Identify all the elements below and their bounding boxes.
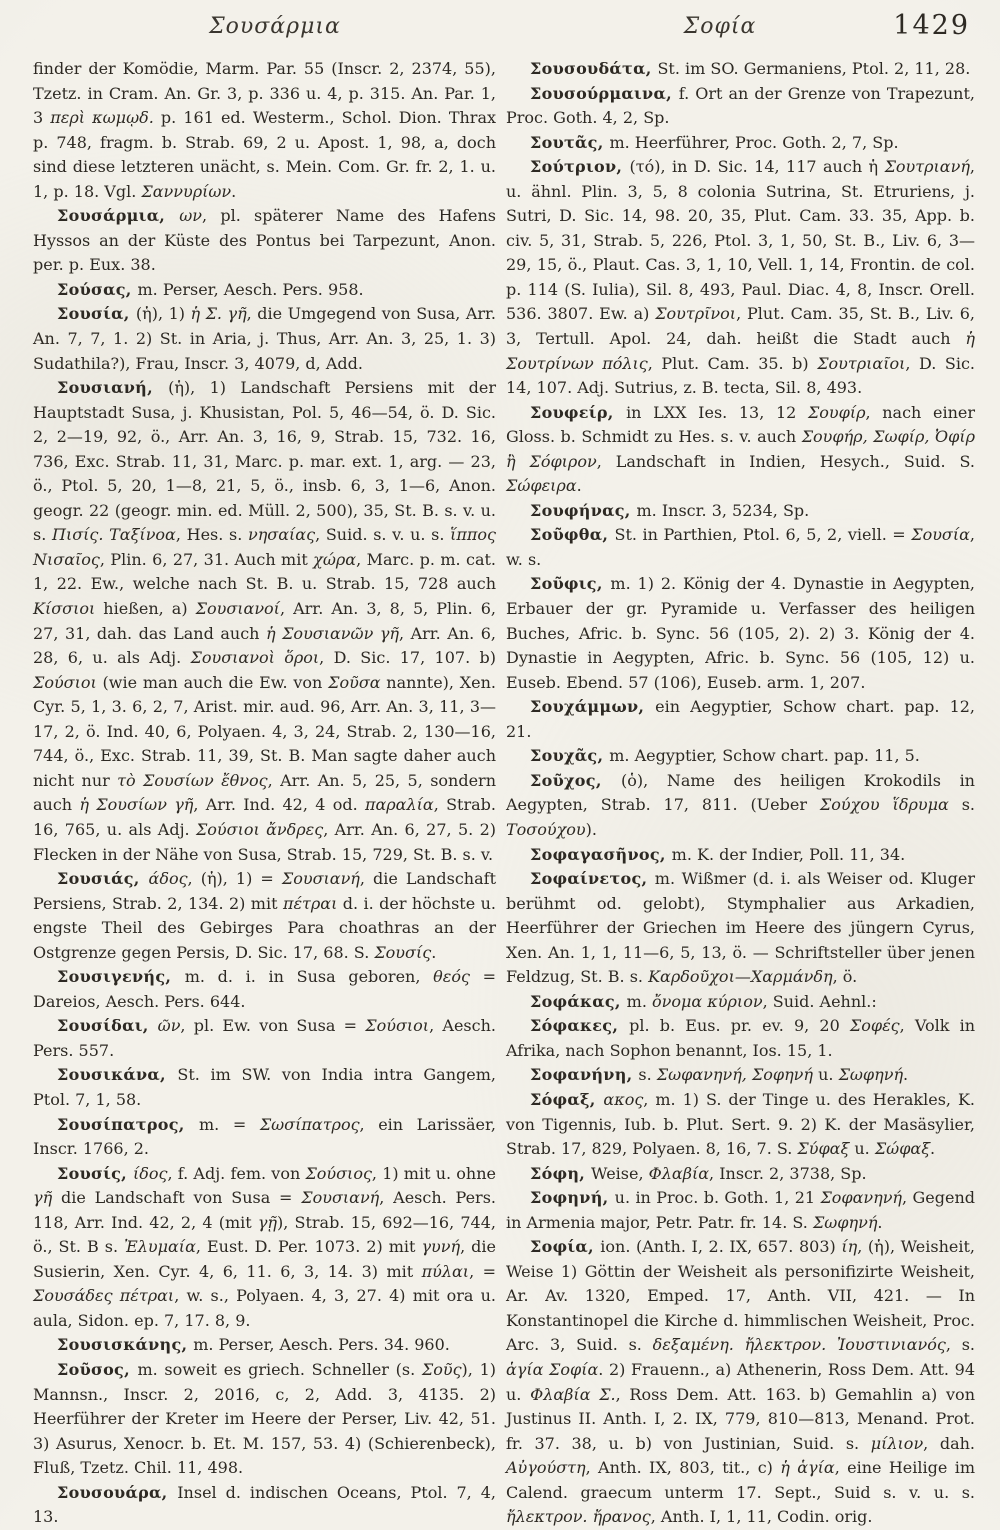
entry-headword: Σόφαξ, <box>530 1089 604 1109</box>
entry-headword: Σοφηνή, <box>530 1188 615 1208</box>
dictionary-entry: Σουσάρμια, ων, pl. späterer Name des Hafens Hyssos an der Küste des Pontus bei Tarpezunt, Anon. per. p. Eux. 38. <box>33 206 496 275</box>
entry-headword: Σουσικάνα, <box>57 1065 178 1085</box>
greek-term: Σουτρῖνοι <box>655 304 737 324</box>
greek-term: Σουσίς <box>374 942 432 962</box>
greek-term: ων <box>179 206 202 226</box>
greek-term: Αὐγούστη <box>506 1458 586 1478</box>
dictionary-entry: Σοῦφθα, St. in Parthien, Ptol. 6, 5, 2, viell. = Σουσία, w. s. <box>506 525 976 569</box>
dictionary-entry: Σοῦφις, m. 1) 2. König der 4. Dynastie in Aegypten, Erbauer der gr. Pyramide u. Verfasser des heiligen Buches, Afric. b. Sync. 56 (105, 2). 2) 3. König der 4. Dynastie in Aegypten, Afric. b. Sync. 56 (105, 12) u. Euseb. Ebend. 57 (106), Euseb. arm. 1, 207. <box>506 574 975 692</box>
entry-headword: Σόφη, <box>530 1163 592 1183</box>
dictionary-entry: Σουσίδαι, ῶν, pl. Ew. von Susa = Σούσιοι, Aesch. Pers. 557. <box>33 1016 496 1060</box>
greek-term: Σουσιανή <box>301 1188 380 1208</box>
greek-term: Φλαβία <box>648 1163 710 1183</box>
greek-term: Σουσιανοί <box>195 599 280 619</box>
entry-headword: Σοῦφις, <box>530 574 611 594</box>
greek-term: γυνή <box>421 1237 461 1257</box>
entry-headword: Σοῦσος, <box>57 1359 138 1379</box>
greek-term: ῶν <box>157 1016 181 1036</box>
greek-term: τὸ Σουσίων ἔθνος <box>117 770 268 790</box>
page-number: 1429 <box>893 10 970 41</box>
greek-term: Σαννυρίων <box>141 181 232 201</box>
dictionary-entry: Σούτριον, (τό), in D. Sic. 14, 117 auch ἡ Σουτριανή, u. ähnl. Plin. 3, 5, 8 colonia Sutrina, St. Etruriens, j. Sutri, D. Sic. 14, 98. 20, 35, Plut. Cam. 33. 35, App. b. civ. 5, 31, Strab. 5, 226, Ptol. 3, 1, 50, St. B., Liv. 6, 3—29, 15, ö., Plaut. Cas. 3, 1, 10, Vell. 1, 14, Frontin. de col. p. 114 (S. Iulia), Sil. 8, 493, Paul. Diac. 4, 8, Inscr. Orell. 536. 3807. Ew. a) Σουτρῖνοι, Plut. Cam. 35, St. B., Liv. 6, 3, Tertull. Apol. 24, dah. heißt die Stadt auch ἡ Σουτρίνων πόλις, Plut. Cam. 35. b) Σουτριαῖοι, D. Sic. 14, 107. Adj. Sutrius, z. B. tecta, Sil. 8, 493. <box>506 157 976 398</box>
greek-term: ἤλεκτρον. ἤρανος <box>506 1507 651 1527</box>
dictionary-entry: Σοφία, ion. (Anth. I, 2. IX, 657. 803) ίη, (ἡ), Weisheit, Weise 1) Göttin der Weisheit als personifizirte Weisheit, Ar. Av. 1320, Emped. 17, Anth. VII, 421. — In Konstantinopel die Kirche d. himmlischen Weisheit, Proc. Arc. 3, Suid. s. δεξαμένη. ἤλεκτρον. Ἰουστινιανός, s. ἁγία Σοφία. 2) Frauenn., a) Athenerin, Ross Dem. Att. 94 u. Φλαβία Σ., Ross Dem. Att. 163. b) Gemahlin a) von Justinus II. Anth. I, 2. IX, 779, 810—813, Menand. Prot. fr. 37. 38, u. b) von Justinian, Suid. s. μίλιον, dah. Αὐγούστη, Anth. IX, 803, tit., c) ἡ ἁγία, eine Heilige im Calend. graecum unterm 17. Sept., Suid s. v. u. s. ἤλεκτρον. ἤρανος, Anth. I, 1, 11, Codin. orig. <box>506 1237 976 1527</box>
entry-headword: Σουχάμμων, <box>530 697 656 717</box>
entry-headword: Σούσας, <box>57 279 138 299</box>
entry-headword: Σουφείρ, <box>530 402 627 422</box>
dictionary-entry: Σουχᾶς, m. Aegyptier, Schow chart. pap. 11, 5. <box>530 746 920 766</box>
greek-term: Σοφές <box>849 1016 900 1036</box>
greek-term: νησαίας <box>247 525 316 545</box>
entry-headword: Σουφήνας, <box>530 500 637 520</box>
greek-term: δεξαμένη. ἤλεκτρον. Ἰουστινιανός <box>652 1335 946 1355</box>
dictionary-entry: Σουσουδάτα, St. im SO. Germaniens, Ptol. 2, 11, 28. <box>530 59 971 78</box>
entry-headword: Σοφάκας, <box>530 991 627 1011</box>
greek-term: Καρδοῦχοι—Χαρμάνδη <box>648 967 833 987</box>
dictionary-entry: Σοφανήνη, s. Σωφανηνή, Σοφηνή u. Σωφηνή. <box>530 1065 909 1085</box>
greek-term: ἡ Σουτρίνων πόλις <box>506 329 975 373</box>
dictionary-entry: Σουσία, (ἡ), 1) ἡ Σ. γῆ, die Umgegend von Susa, Arr. An. 7, 7, 1. 2) St. in Aria, j. Thus, Arr. An. 3, 25, 1. 3) Sudathila?), Frau, Inscr. 3, 4079, d, Add. <box>33 304 496 373</box>
entry-headword: Σουσίς, <box>57 1163 134 1183</box>
entry-headword: Σοῦχος, <box>530 770 622 790</box>
greek-term: Σούσιοι <box>365 1016 430 1036</box>
greek-term: πύλαι <box>421 1261 470 1281</box>
greek-term: Σοῦσα <box>328 672 381 692</box>
greek-term: παραλία <box>364 795 434 815</box>
greek-term: Σούσιος <box>305 1163 372 1183</box>
entry-headword: Σουσίδαι, <box>57 1016 158 1036</box>
dictionary-entry: Σούσας, m. Perser, Aesch. Pers. 958. <box>57 279 364 299</box>
dictionary-entry: Σοφαίνετος, m. Wißmer (d. i. als Weiser od. Kluger berühmt od. gelobt), Stymphalier aus Arkadien, Heerführer der Griechen im Heere des jüngern Cyrus, Xen. An. 1, 1, 11—6, 5, 13, ö. — Schriftsteller über jenen Feldzug, St. B. s. Καρδοῦχοι—Χαρμάνδη, ö. <box>506 869 975 987</box>
right-column <box>506 57 975 1530</box>
left-column <box>33 57 496 1530</box>
entry-headword: Σουσουάρα, <box>57 1482 178 1502</box>
dictionary-entry: Σουσισκάνης, m. Perser, Aesch. Pers. 34. 960. <box>57 1335 450 1355</box>
greek-term: περὶ κωμῳδ. <box>50 108 154 128</box>
entry-headword: Σοφαγασῆνος, <box>530 844 672 864</box>
greek-term: Σουτριανή <box>884 157 970 177</box>
greek-term: μίλιον <box>870 1433 924 1453</box>
greek-term: γῆ <box>33 1188 53 1208</box>
greek-term: ἡ Σ. γῆ <box>190 304 247 324</box>
greek-term: χώρα <box>313 549 357 569</box>
entry-headword: Σούτριον, <box>530 157 630 177</box>
dictionary-entry: Σουσικάνα, St. im SW. von India intra Gangem, Ptol. 7, 1, 58. <box>33 1065 496 1109</box>
greek-term: ἡ ἁγία <box>780 1458 835 1478</box>
entry-headword: Σουσιάς, <box>57 869 149 889</box>
greek-term: Σουφήρ, Σωφίρ, Ὀφίρ ἢ Σόφιρον <box>506 427 975 471</box>
dictionary-entry: Σουσιάς, άδος, (ἡ), 1) = Σουσιανή, die Landschaft Persiens, Strab. 2, 134. 2) mit πέτραι d. i. der höchste u. engste Theil des Gebirges Para choathras an der Ostgrenze gegen Persis, D. Sic. 17, 68. S. Σουσίς. <box>33 869 496 962</box>
dictionary-entry: Σουσουάρα, Insel d. indischen Oceans, Ptol. 7, 4, 13. <box>33 1482 496 1527</box>
greek-term: γῇ <box>257 1212 277 1232</box>
greek-term: Τοσούχου <box>506 819 586 839</box>
dictionary-entry: Σουσούρμαινα, f. Ort an der Grenze von Trapezunt, Proc. Goth. 4, 2, Sp. <box>506 83 975 128</box>
dictionary-entry: Σουσίπατρος, m. = Σωσίπατρος, ein Larissäer, Inscr. 1766, 2. <box>33 1114 496 1159</box>
greek-term: Σουσιανή <box>281 869 360 889</box>
running-title-left: Σουσάρμια <box>209 14 341 39</box>
running-title-right: Σοφία <box>683 14 757 39</box>
greek-term: ἡ Σουσίων γῆ <box>79 795 194 815</box>
entry-headword: Σοφία, <box>530 1237 601 1257</box>
greek-term: Σωσίπατρος <box>259 1114 360 1134</box>
greek-term: Σουσιανοὶ ὅροι <box>190 648 320 668</box>
dictionary-entry: Σοφηνή, u. in Proc. b. Goth. 1, 21 Σοφανηνή, Gegend in Armenia major, Petr. Patr. fr. 14. S. Σωφηνή. <box>506 1188 975 1232</box>
greek-term: Σωφηνή <box>838 1065 904 1085</box>
greek-term: Κίσσιοι <box>33 599 96 619</box>
greek-term: ακος <box>603 1089 644 1109</box>
dictionary-entry: Σουχάμμων, ein Aegyptier, Schow chart. pap. 12, 21. <box>506 697 976 741</box>
greek-term: Σουσάδες πέτραι <box>33 1286 175 1306</box>
greek-term: Σούσιοι <box>33 672 97 692</box>
dictionary-entry: Σουφήνας, m. Inscr. 3, 5234, Sp. <box>530 500 810 520</box>
entry-headword: Σουσισκάνης, <box>57 1335 194 1355</box>
greek-term: Σώφαξ <box>874 1139 931 1159</box>
greek-term: ὄνομα κύριον <box>652 991 763 1011</box>
greek-term: Σουτριαῖοι <box>817 353 906 373</box>
dictionary-entry: Σουσιανή, (ἡ), 1) Landschaft Persiens mit der Hauptstadt Susa, j. Khusistan, Pol. 5, 46—54, ö. D. Sic. 2, 2—19, 92, ö., Arr. An. 3, 16, 9, Strab. 15, 732. 16, 736, Exc. Strab. 11, 31, Marc. p. mar. ext. 1, arg. — 23, ö., Ptol. 5, 20, 1—8, 21, 5, ö., insb. 6, 3, 1—6, Anon. geogr. 22 (geogr. min. ed. Müll. 2, 500), 35, St. B. s. v. u. s. Πισίς. Ταξίνοα, Hes. s. νησαίας, Suid. s. v. u. s. ἵππος Νισαῖος, Plin. 6, 27, 31. Auch mit χώρα, Marc. p. m. cat. 1, 22. Ew., welche nach St. B. u. Strab. 15, 728 auch Κίσσιοι hießen, a) Σουσιανοί, Arr. An. 3, 8, 5, Plin. 6, 27, 31, dah. das Land auch ἡ Σουσιανῶν γῆ, Arr. An. 6, 28, 6, u. als Adj. Σουσιανοὶ ὅροι, D. Sic. 17, 107. b) Σούσιοι (wie man auch die Ew. von Σοῦσα nannte), Xen. Cyr. 5, 1, 3. 6, 2, 7, Arist. mir. aud. 96, Arr. An. 3, 11, 3—17, 2, ö. Ind. 40, 6, Polyaen. 4, 3, 24, Strab. 2, 130—16, 744, ö., Exc. Strab. 11, 39, St. B. Man sagte daher auch nicht nur τὸ Σουσίων ἔθνος, Arr. An. 5, 25, 5, sondern auch ἡ Σουσίων γῆ, Arr. Ind. 42, 4 od. παραλία, Strab. 16, 765, u. als Adj. Σούσιοι ἄνδρες, Arr. An. 6, 27, 5. 2) Flecken in der Nähe von Susa, Strab. 15, 729, St. B. s. v. <box>33 378 497 864</box>
entry-headword: Σουσίπατρος, <box>57 1114 199 1134</box>
dictionary-entry: Σουσίς, ίδος, f. Adj. fem. von Σούσιος, 1) mit u. ohne γῆ die Landschaft von Susa = Σουσιανή, Aesch. Pers. 118, Arr. Ind. 42, 2, 4 (mit γῇ), Strab. 15, 692—16, 744, ö., St. B s. Ἐλυμαία, Eust. D. Per. 1073. 2) mit γυνή, die Susierin, Xen. Cyr. 4, 6, 11. 6, 3, 14. 3) mit πύλαι, = Σουσάδες πέτραι, w. s., Polyaen. 4, 3, 27. 4) mit ora u. aula, Sidon. ep. 7, 17. 8, 9. <box>33 1163 497 1330</box>
greek-term: ίδος <box>133 1163 168 1183</box>
entry-headword: Σουσουδάτα, <box>530 59 658 78</box>
greek-term: Σοφανηνή <box>820 1188 903 1208</box>
greek-term: Ἐλυμαία <box>124 1237 196 1257</box>
greek-term: άδος <box>148 869 188 889</box>
greek-term: Σύφαξ <box>797 1139 850 1159</box>
dictionary-entry: Σόφη, Weise, Φλαβία, Inscr. 2, 3738, Sp. <box>530 1163 867 1183</box>
entry-headword: Σόφακες, <box>530 1016 630 1036</box>
entry-headword: Σουσούρμαινα, <box>530 83 679 103</box>
greek-term: Σώφειρα <box>506 476 577 496</box>
greek-term: ίη <box>841 1237 858 1257</box>
dictionary-entry: Σουφείρ, in LXX Ies. 13, 12 Σουφίρ, nach einer Gloss. b. Schmidt zu Hes. s. v. auch Σουφήρ, Σωφίρ, Ὀφίρ ἢ Σόφιρον, Landschaft in Indien, Hesych., Suid. S. Σώφειρα. <box>506 402 976 496</box>
greek-term: Πισίς. Ταξίνοα <box>51 525 176 545</box>
greek-term: ἡ Σουσιανῶν γῆ <box>266 623 399 643</box>
greek-term: Σούσιοι ἄνδρες <box>195 819 324 839</box>
dictionary-entry: Σουσιγενής, m. d. i. in Susa geboren, θεός = Dareios, Aesch. Pers. 644. <box>33 967 497 1011</box>
greek-term: Σωφηνή <box>812 1212 878 1232</box>
entry-headword: Σουτᾶς, <box>530 132 610 152</box>
dictionary-entry: Σοφάκας, m. ὄνομα κύριον, Suid. Aehnl.: <box>530 991 877 1011</box>
greek-term: Σωφανηνή, Σοφηνή <box>656 1065 813 1085</box>
greek-term: θεός <box>433 967 470 987</box>
greek-term: ἵππος Νισαῖος <box>33 525 497 569</box>
dictionary-entry: Σοφαγασῆνος, m. K. der Indier, Poll. 11, 34. <box>530 844 906 864</box>
entry-headword: Σοῦφθα, <box>530 525 615 545</box>
entry-headword: Σουσιανή, <box>57 378 169 398</box>
dictionary-entry: Σουτᾶς, m. Heerführer, Proc. Goth. 2, 7, Sp. <box>530 132 899 152</box>
entry-headword: Σουσάρμια, <box>57 206 180 226</box>
entry-headword: Σοφαίνετος, <box>530 869 655 889</box>
entry-headword: Σουσία, <box>57 304 136 324</box>
dictionary-entry: Σόφακες, pl. b. Eus. pr. ev. 9, 20 Σοφές, Volk in Afrika, nach Sophon benannt, Ios. 15, 1. <box>506 1016 975 1060</box>
entry-headword: Σουχᾶς, <box>530 746 610 766</box>
greek-term: ἁγία Σοφία <box>506 1359 599 1379</box>
entry-headword: Σοφανήνη, <box>530 1065 639 1085</box>
greek-term: Σοῦς <box>421 1359 462 1379</box>
greek-term: πέτραι <box>282 893 338 913</box>
greek-term: Σούχου ἵδρυμα <box>819 795 949 815</box>
dictionary-entry-continuation: finder der Komödie, Marm. Par. 55 (Inscr. 2, 2374, 55), Tzetz. in Cram. An. Gr. 3, p. 336 u. 4, p. 315. An. Par. 1, 3 περὶ κωμῳδ. p. 161 ed. Westerm., Schol. Dion. Thrax p. 748, fragm. b. Strab. 69, 2 u. Apost. 1, 98, a, doch sind diese letzteren unächt, s. Mein. Com. Gr. fr. 2, 1. u. 1, p. 18. Vgl. Σαννυρίων. <box>33 59 497 201</box>
greek-term: Φλαβία Σ. <box>530 1384 616 1404</box>
dictionary-entry: Σοῦσος, m. soweit es griech. Schneller (s. Σοῦς), 1) Mannsn., Inscr. 2, 2016, c, 2, Add. 3, 4135. 2) Heerführer der Kreter im Heere der Perser, Liv. 42, 51. 3) Asurus, Xenocr. b. Et. M. 157, 53. 4) (Schierenbeck), Fluß, Tzetz. Chil. 11, 498. <box>33 1359 496 1478</box>
page-header <box>0 8 1000 52</box>
greek-term: Σουφίρ <box>807 402 866 422</box>
dictionary-entry: Σοῦχος, (ὁ), Name des heiligen Krokodils in Aegypten, Strab. 17, 811. (Ueber Σούχου ἵδρυμα s. Τοσούχου). <box>506 770 976 839</box>
dictionary-entry: Σόφαξ, ακος, m. 1) S. der Tinge u. des Herakles, K. von Tigennis, Iub. b. Plut. Sert. 9. 2) K. der Masäsylier, Strab. 17, 829, Polyaen. 8, 16, 7. S. Σύφαξ u. Σώφαξ. <box>506 1089 976 1159</box>
greek-term: Σουσία <box>911 525 970 545</box>
entry-headword: Σουσιγενής, <box>57 967 185 987</box>
